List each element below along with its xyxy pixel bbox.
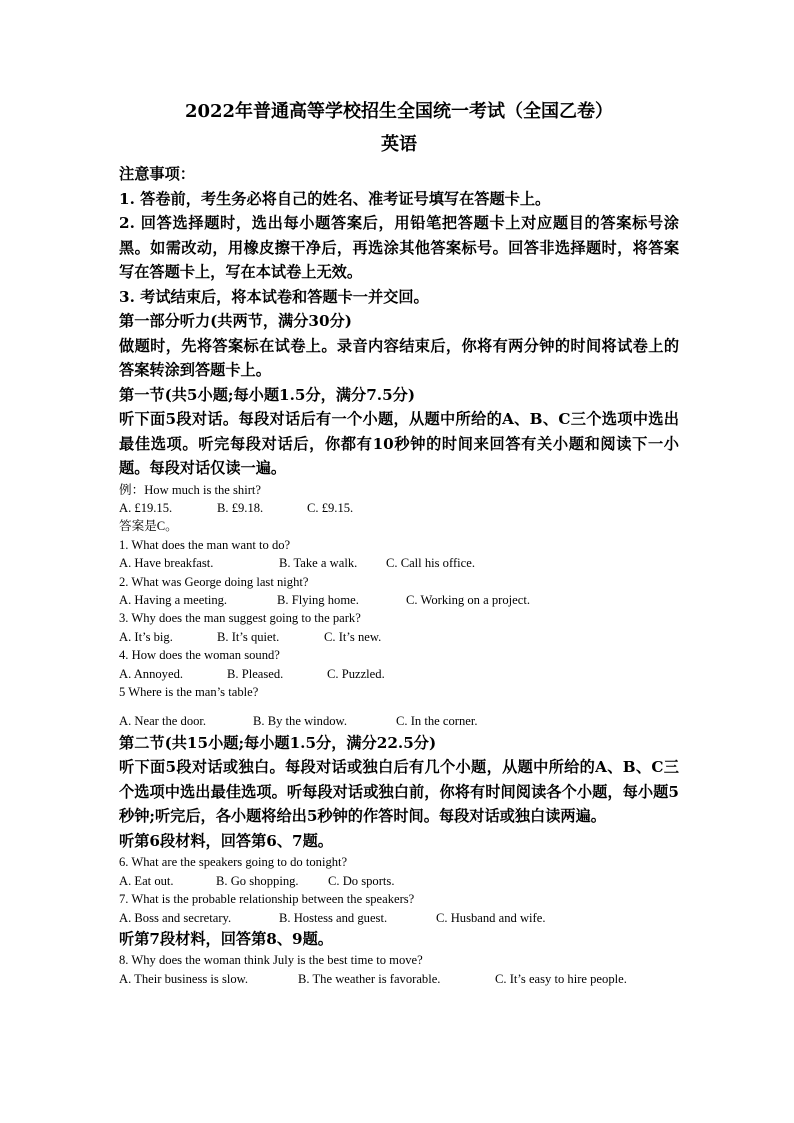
section2-intro: 听下面5段对话或独白。每段对话或独白后有几个小题，从题中所给的A、B、C三个选项中选出最佳选项。听每段对话或独白前，你将有时间阅读各个小题，每小题5秒钟;听完后，各小题将给出5秒钟的作答时间。每段对话或独白读两遍。 — [119, 758, 679, 826]
material-heading: 听第6段材料，回答第6、7题。 — [119, 831, 333, 850]
option: C. Working on a project. — [406, 592, 530, 607]
section2-heading: 第二节(共15小题;每小题1.5分，满分22.5分) — [119, 733, 437, 752]
question-options — [119, 872, 679, 890]
option: A. It’s big. — [119, 629, 173, 644]
instructions-heading: 注意事项： — [119, 165, 195, 183]
option: B. Hostess and guest. — [279, 910, 388, 925]
question-options — [119, 970, 679, 988]
exam-body — [119, 162, 679, 988]
option: C. Husband and wife. — [436, 910, 546, 925]
exam-title: 2022年普通高等学校招生全国统一考试（全国乙卷） — [184, 101, 614, 122]
part1-heading: 第一部分听力(共两节，满分30分) — [119, 312, 352, 330]
question: 2. What was George doing last night? — [119, 574, 309, 589]
question: 3. Why does the man suggest going to the park? — [119, 611, 361, 626]
option: A. £19.15. — [119, 500, 173, 515]
question-options — [119, 909, 679, 927]
section1-heading: 第一节(共5小题;每小题1.5分，满分7.5分) — [119, 385, 416, 404]
instruction-item: 3. 考试结束后，将本试卷和答题卡一并交回。 — [119, 287, 429, 306]
option: A. Eat out. — [119, 873, 174, 888]
instruction-item: 1. 答卷前，考生务必将自己的姓名、准考证号填写在答题卡上。 — [119, 189, 551, 208]
option: C. Puzzled. — [327, 666, 385, 681]
example-options — [119, 499, 679, 517]
option: C. It’s new. — [324, 629, 382, 644]
option: A. Have breakfast. — [119, 556, 214, 571]
option: A. Annoyed. — [119, 666, 184, 681]
question: 7. What is the probable relationship between the speakers? — [119, 892, 415, 907]
option: B. Pleased. — [227, 666, 284, 681]
option: A. Boss and secretary. — [119, 910, 232, 925]
option: C. Call his office. — [386, 556, 475, 571]
option: A. Near the door. — [119, 714, 207, 729]
question-options — [119, 554, 679, 572]
question-options — [119, 628, 679, 646]
exam-subject: 英语 — [381, 134, 417, 155]
part1-intro: 做题时，先将答案标在试卷上。录音内容结束后，你将有两分钟的时间将试卷上的答案转涂到答题卡上。 — [119, 336, 679, 379]
section1-intro: 听下面5段对话。每段对话后有一个小题，从题中所给的A、B、C三个选项中选出最佳选项。听完每段对话后，你都有10秒钟的时间来回答有关小题和阅读下一小题。每段对话仅读一遍。 — [119, 410, 679, 477]
option: C. £9.15. — [307, 500, 354, 515]
option: B. Go shopping. — [216, 873, 299, 888]
option: B. By the window. — [253, 714, 347, 729]
question: 6. What are the speakers going to do tonight? — [119, 855, 348, 870]
material-heading: 听第7段材料，回答第8、9题。 — [119, 929, 333, 948]
instruction-item: 2. 回答选择题时，选出每小题答案后，用铅笔把答题卡上对应题目的答案标号涂黑。如需改动，用橡皮擦干净后，再选涂其他答案标号。回答非选择题时，将答案写在答题卡上，写在本试卷上无效。 — [119, 214, 679, 281]
option: B. It’s quiet. — [217, 629, 280, 644]
question-options — [119, 665, 679, 683]
spacer — [119, 701, 679, 712]
question-options — [119, 591, 679, 609]
option: C. It’s easy to hire people. — [495, 971, 627, 986]
option: B. Take a walk. — [279, 556, 358, 571]
question: 8. Why does the woman think July is the best time to move? — [119, 953, 423, 968]
example-answer: 答案是C。 — [119, 519, 178, 534]
question: 4. How does the woman sound? — [119, 648, 280, 663]
question: 5 Where is the man’s table? — [119, 684, 259, 699]
option: A. Their business is slow. — [119, 971, 249, 986]
question: 1. What does the man want to do? — [119, 537, 291, 552]
option: B. The weather is favorable. — [298, 971, 441, 986]
option: C. In the corner. — [396, 714, 478, 729]
option: C. Do sports. — [328, 873, 395, 888]
example-question: 例：How much is the shirt? — [119, 482, 262, 497]
option: B. Flying home. — [277, 592, 359, 607]
option: A. Having a meeting. — [119, 592, 228, 607]
option: B. £9.18. — [217, 500, 264, 515]
question-options — [119, 712, 679, 730]
